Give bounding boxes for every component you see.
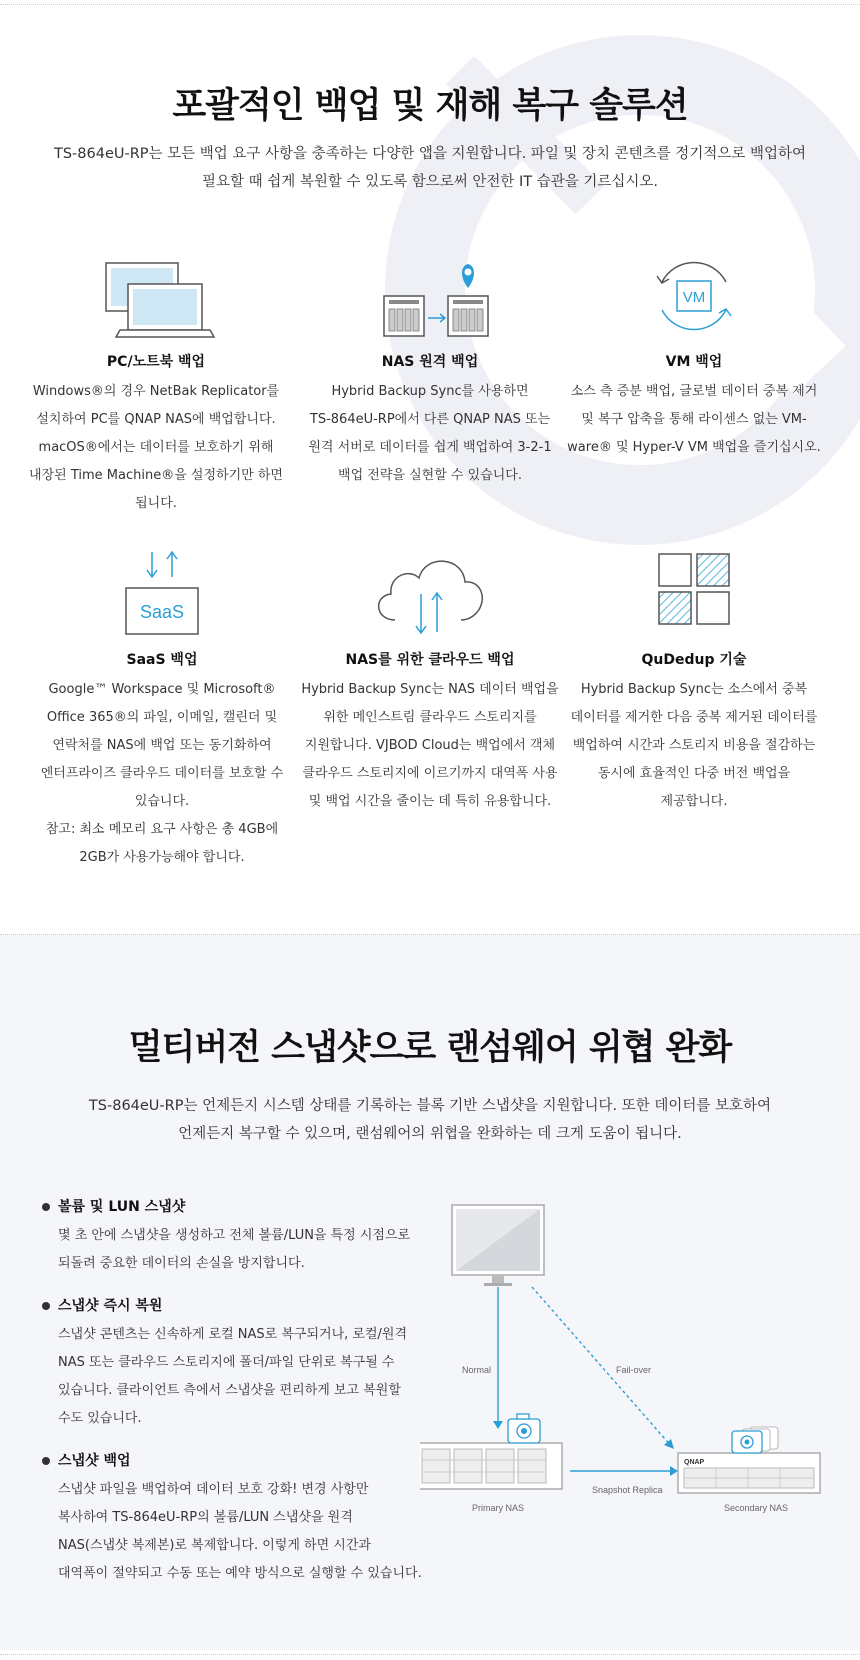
bullet-dot-icon — [42, 1457, 50, 1465]
feature-pc-backup — [26, 250, 286, 518]
monitor-icon — [452, 1205, 544, 1286]
feature-title: NAS 원격 백업 — [381, 354, 479, 370]
feature-nas-remote-backup — [300, 250, 560, 490]
backup-lead-line1: TS-864eU-RP는 모든 백업 요구 사항을 충족하는 다양한 앱을 지원합니다. 파일 및 장치 콘텐츠를 정기적으로 백업하여 — [54, 146, 806, 162]
label-failover: Fail-over — [616, 1365, 652, 1375]
dedup-blocks-icon — [649, 548, 739, 638]
feature-title: PC/노트북 백업 — [106, 354, 206, 370]
svg-text:SaaS: SaaS — [139, 602, 185, 622]
feature-vm-backup — [564, 250, 824, 462]
backup-lead-line2: 필요할 때 쉽게 복원할 수 있도록 함으로써 안전한 IT 습관을 기르십시오. — [201, 174, 659, 190]
snapshot-lead-line1: TS-864eU-RP는 언제든지 시스템 상태를 기록하는 블록 기반 스냅샷을 지원합니다. 또한 데이터를 보호하여 — [88, 1098, 772, 1114]
primary-nas-icon — [420, 1414, 562, 1489]
feature-desc: Hybrid Backup Sync를 사용하면 TS-864eU-RP에서 다른 QNAP NAS 또는 원격 서버로 데이터를 쉽게 백업하여 3-2-1 백업 전략을 실현할 수 있습니다. — [308, 384, 552, 483]
feature-desc: 소스 측 증분 백업, 글로벌 데이터 중복 제거 및 복구 압축을 통해 라이센스 없는 VM- ware® 및 Hyper-V VM 백업을 즐기십시오. — [567, 384, 821, 455]
bullet-volume-lun-snapshot: 볼륨 및 LUN 스냅샷 몇 초 안에 스냅샷을 생성하고 전체 볼륨/LUN을 특정 시점으로 되돌려 중요한 데이터의 손실을 방지합니다. — [42, 1196, 422, 1278]
bottom-divider — [0, 1654, 860, 1655]
feature-title: QuDedup 기술 — [641, 652, 747, 668]
label-normal: Normal — [462, 1365, 492, 1375]
feature-cloud-backup — [300, 548, 560, 816]
vm-cycle-icon — [644, 252, 744, 340]
feature-qudedup — [564, 548, 824, 816]
nas-remote-icon — [370, 260, 490, 340]
feature-desc: Hybrid Backup Sync는 소스에서 중복 데이터를 제거한 다음 중복 제거된 데이터를 백업하여 시간과 스토리지 비용을 절감하는 동시에 효율적인 다중 버전 백업을 제공합니다. — [570, 682, 818, 809]
snapshot-lead — [40, 1092, 820, 1148]
feature-desc: Google™ Workspace 및 Microsoft® Office 365®의 파일, 이메일, 캘린더 및 연락처를 NAS에 백업 또는 동기화하여 엔터프라이즈 클라우드 데이터를 보호할 수 있습니다. 참고: 최소 메모리 요구 사항은 총 4GB에 2GB가 사용가능해야 합니다. — [40, 682, 284, 865]
bullet-snapshot-backup: 스냅샷 백업 스냅샷 파일을 백업하여 데이터 보호 강화! 변경 사항만 복사하여 TS-864eU-RP의 볼륨/LUN 스냅샷을 원격 NAS(스냅샷 복제본)로 복제합니다. 이렇게 하면 시간과 대역폭이 절약되고 수동 또는 예약 방식으로 실행할 수 있습니다. — [42, 1450, 442, 1588]
snapshot-title: 멀티버전 스냅샷으로 랜섬웨어 위협 완화 — [128, 1028, 732, 1068]
laptop-pc-icon — [96, 260, 216, 340]
feature-title: SaaS 백업 — [126, 652, 198, 668]
svg-text:QNAP: QNAP — [684, 1459, 705, 1466]
feature-title: VM 백업 — [665, 354, 723, 370]
feature-title: NAS를 위한 클라우드 백업 — [345, 652, 515, 668]
top-divider — [0, 4, 860, 5]
bullet-dot-icon — [42, 1203, 50, 1211]
label-snapshot-replica: Snapshot Replica — [592, 1485, 663, 1495]
snapshot-replica-diagram — [420, 1195, 840, 1535]
bullet-snapshot-restore: 스냅샷 즉시 복원 스냅샷 콘텐츠는 신속하게 로컬 NAS로 복구되거나, 로컬/원격 NAS 또는 클라우드 스토리지에 폴더/파일 단위로 복구될 수 있습니다. 클라이언트 측에서 스냅샷을 편리하게 보고 복원할 수도 있습니다. — [42, 1295, 422, 1433]
cloud-sync-icon — [365, 548, 495, 638]
backup-lead — [40, 140, 820, 196]
label-secondary-nas: Secondary NAS — [724, 1503, 789, 1513]
feature-desc: Windows®의 경우 NetBak Replicator를 설치하여 PC를 QNAP NAS에 백업합니다. macOS®에서는 데이터를 보호하기 위해 내장된 Time Machine®을 설정하기만 하면 됩니다. — [29, 384, 283, 511]
feature-saas-backup — [32, 548, 292, 872]
backup-title: 포괄적인 백업 및 재해 복구 솔루션 — [172, 86, 688, 126]
label-primary-nas: Primary NAS — [472, 1503, 525, 1513]
saas-sync-icon — [112, 548, 212, 638]
snapshot-lead-line2: 언제든지 복구할 수 있으며, 랜섬웨어의 위협을 완화하는 데 크게 도움이 됩니다. — [178, 1126, 682, 1142]
secondary-nas-icon — [678, 1427, 820, 1493]
svg-text:VM: VM — [682, 289, 706, 306]
feature-desc: Hybrid Backup Sync는 NAS 데이터 백업을 위한 메인스트림 클라우드 스토리지를 지원합니다. VJBOD Cloud는 백업에서 객체 클라우드 스토리지에 이르기까지 대역폭 사용 및 백업 시간을 줄이는 데 특히 유용합니다. — [301, 682, 559, 809]
bullet-dot-icon — [42, 1302, 50, 1310]
